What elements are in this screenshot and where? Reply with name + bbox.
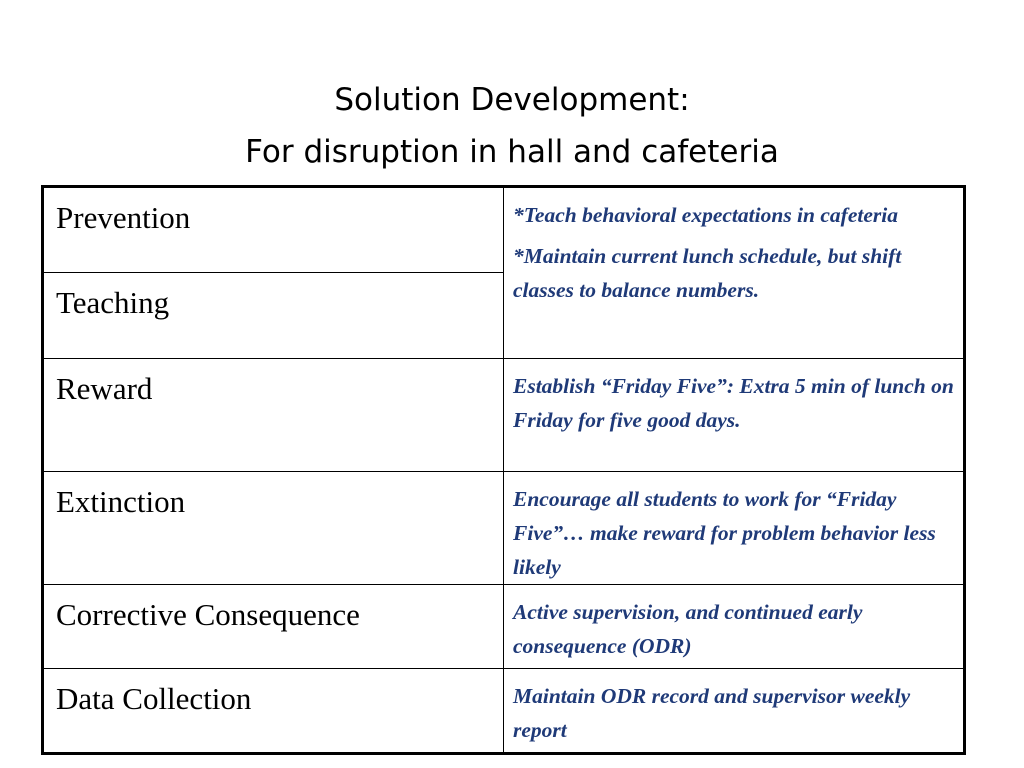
row-label-teaching: Teaching <box>43 273 504 359</box>
table-row-prevention <box>43 187 965 273</box>
strategy-cell-data-collection: Maintain ODR record and supervisor weekly report <box>504 669 965 754</box>
solution-table <box>41 185 966 755</box>
strategy-maintain-lunch-schedule: *Maintain current lunch schedule, but shift classes to balance numbers. <box>513 244 902 302</box>
row-label-extinction: Extinction <box>43 472 504 585</box>
table-row-extinction <box>43 472 965 585</box>
strategy-cell-extinction: Encourage all students to work for “Friday Five”… make reward for problem behavior less likely <box>504 472 965 585</box>
strategy-cell-reward: Establish “Friday Five”: Extra 5 min of lunch on Friday for five good days. <box>504 359 965 472</box>
table-row-corrective-consequence <box>43 585 965 669</box>
table-row-data-collection <box>43 669 965 754</box>
row-label-reward: Reward <box>43 359 504 472</box>
strategy-teach-expectations: *Teach behavioral expectations in cafeteria <box>513 203 898 227</box>
strategy-cell-corrective-consequence: Active supervision, and continued early consequence (ODR) <box>504 585 965 669</box>
title-line-1: Solution Development: <box>334 82 690 118</box>
table-row-reward <box>43 359 965 472</box>
strategy-cell-prevention-teaching <box>504 187 965 359</box>
row-label-data-collection: Data Collection <box>43 669 504 754</box>
slide-title <box>0 74 1024 178</box>
title-line-2: For disruption in hall and cafeteria <box>245 134 779 170</box>
row-label-corrective-consequence: Corrective Consequence <box>43 585 504 669</box>
row-label-prevention: Prevention <box>43 187 504 273</box>
